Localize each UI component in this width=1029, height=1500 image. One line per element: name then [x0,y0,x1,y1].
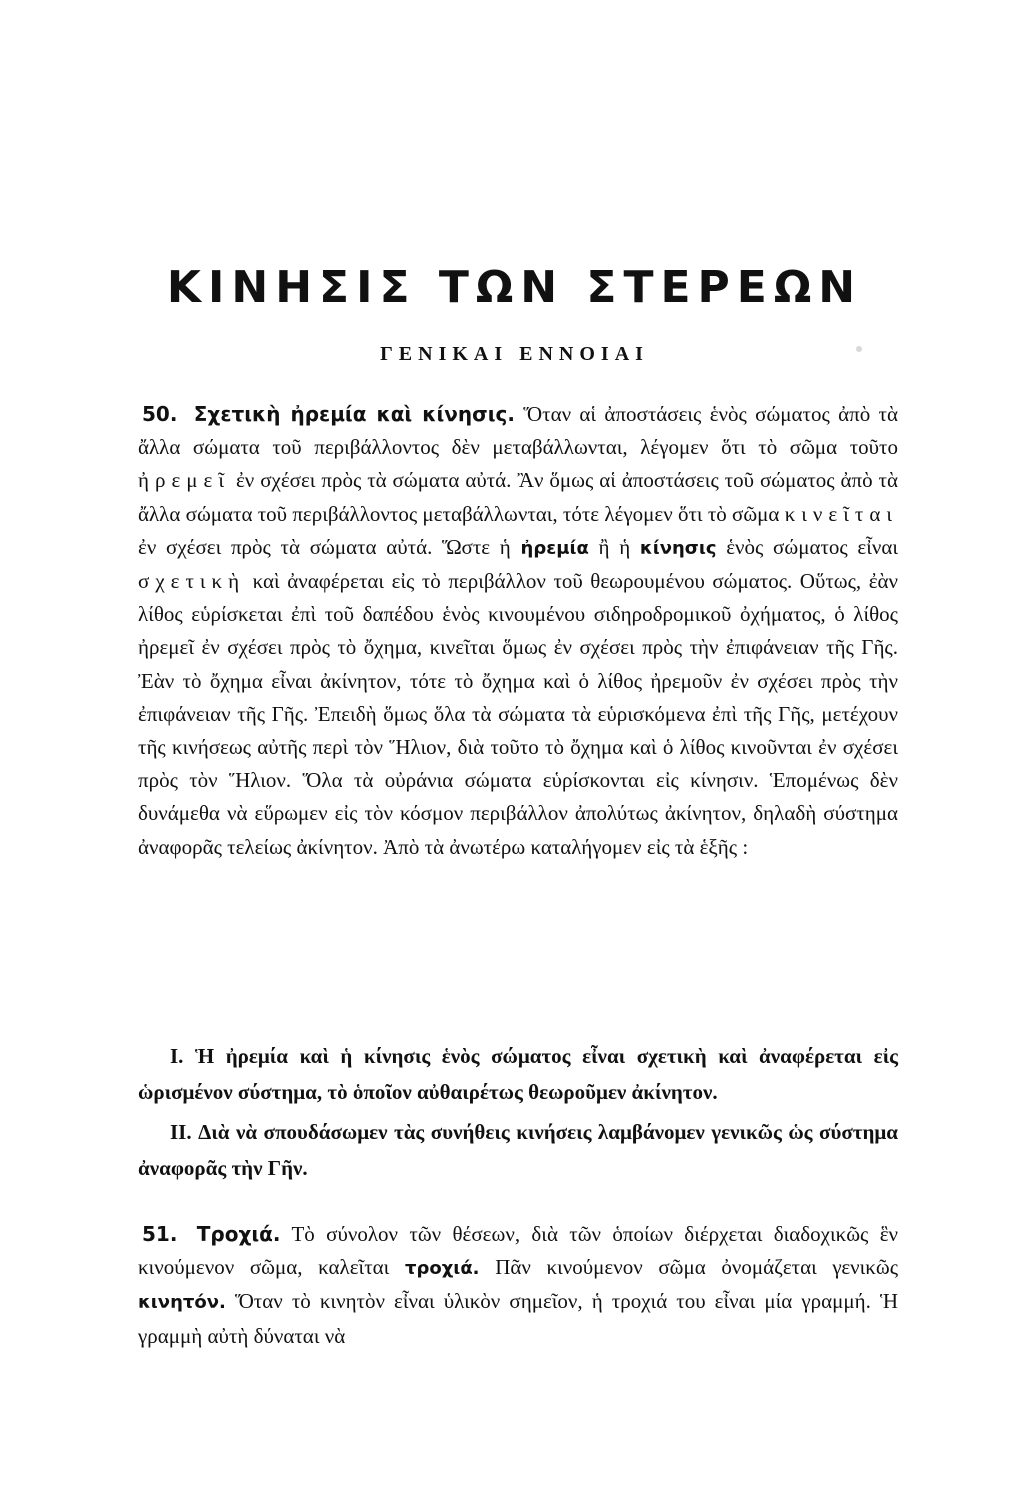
conclusion-item: II. Διὰ νὰ σπουδάσωμεν τὰς συνήθεις κινήσεις λαμβάνομεν γενικῶς ὡς σύστημα ἀναφορᾶς τὴν Γῆν. [138,1120,898,1180]
section-50-text-6: καὶ ἀναφέρεται εἰς τὸ περιβάλλον τοῦ θεωρουμένου σώματος. Οὕτως, ἐὰν λίθος εὑρίσκεται ἐπὶ τοῦ δαπέδου ἑνὸς κινουμένου σιδηροδρομικοῦ ὀχήματος, ὁ λίθος ἠρεμεῖ ἐν σχέσει πρὸς τὸ ὄχημα, κινεῖται ὅμως ἐν σχέσει πρὸς τὴν ἐπιφάνειαν τῆς Γῆς. Ἐὰν τὸ ὄχημα εἶναι ἀκίνητον, τότε τὸ ὄχημα καὶ ὁ λίθος ἠρεμοῦν ἐν σχέσει πρὸς τὴν ἐπιφάνειαν τῆς Γῆς. Ἐπειδὴ ὅμως ὅλα τὰ σώματα τὰ εὑρισκόμενα ἐπὶ τῆς Γῆς, μετέχουν τῆς κινήσεως αὐτῆς περὶ τὸν Ἥλιον, διὰ τοῦτο τὸ ὄχημα καὶ ὁ λίθος κινοῦνται ἐν σχέσει πρὸς τὸν Ἥλιον. Ὅλα τὰ οὐράνια σώματα εὑρίσκονται εἰς κίνησιν. Ἑπομένως δὲν δυνάμεθα νὰ εὕρωμεν εἰς τὸν κόσμον περιβάλλον ἀπολύτως ἀκίνητον, δηλαδὴ σύστημα ἀναφορᾶς τελείως ἀκίνητον. Ἀπὸ τὰ ἀνωτέρω καταλήγομεν εἰς τὰ ἑξῆς : [138,569,899,859]
section-51-number: 51. [142,1222,178,1246]
section-50-text-2: ἐν σχέσει πρὸς τὰ σώματα αὐτά. Ἂν ὅμως αἱ ἀποστάσεις τοῦ σώματος ἀπὸ τὰ ἄλλα σώματα τοῦ περιβάλλοντος μεταβάλλωνται, τότε λέγομεν ὅτι τὸ σῶμα [138,468,899,526]
section-50-bold-term-1: ἠρεμία [520,537,589,559]
chapter-subtitle: ΓΕΝΙΚΑΙ ΕΝΝΟΙΑΙ [380,343,649,365]
section-50-paragraph [138,398,898,864]
conclusion-item: I. Ἡ ἠρεμία καὶ ἡ κίνησις ἑνὸς σώματος εἶναι σχετικὴ καὶ ἀναφέρεται εἰς ὡρισμένον σύστημα, τὸ ὁποῖον αὐθαιρέτως θεωροῦμεν ἀκίνητον. [138,1044,898,1104]
scan-speck [856,346,862,352]
section-50-text-4: ἢ ἡ [598,534,631,559]
section-51-bold-term-2: κινητόν. [138,1292,226,1314]
section-51-heading: Τροχιά. [196,1222,281,1246]
section-51-text-3: Ὅταν τὸ κινητὸν εἶναι ὑλικὸν σημεῖον, ἡ τροχιά του εἶναι μία γραμμή. Ἡ γραμμὴ αὐτὴ δύναται νὰ [138,1289,899,1348]
section-50-bold-term-2: κίνησις [639,537,717,559]
section-51-text-1: Τὸ σύνολον τῶν θέσεων, διὰ τῶν ὁποίων διέρχεται διαδοχικῶς ἓν κινούμενον σῶμα, καλεῖται [138,1222,899,1280]
section-51-paragraph [138,1218,898,1353]
section-50-spaced-term-2: κινεῖται [784,501,898,526]
conclusions-list [138,1038,898,1190]
section-50-spaced-term-3: σχετικὴ [138,569,246,594]
section-50-text-5: ἑνὸς σώματος εἶναι [726,534,899,559]
section-50-heading: Σχετικὴ ἠρεμία καὶ κίνησις. [193,402,515,426]
section-51-bold-term-1: τροχιά. [404,1258,480,1280]
section-50-text-3: ἐν σχέσει πρὸς τὰ σώματα αὐτά. Ὥστε ἡ [138,534,511,559]
section-51 [138,1218,898,1353]
chapter-title: ΚΙΝΗΣΙΣ ΤΩΝ ΣΤΕΡΕΩΝ [166,262,863,313]
section-50-text-1: Ὅταν αἱ ἀποστάσεις ἑνὸς σώματος ἀπὸ τὰ ἄλλα σώματα τοῦ περιβάλλοντος δὲν μεταβάλλωνται, λέγομεν ὅτι τὸ σῶμα τοῦτο [138,402,899,460]
section-51-text-2: Πᾶν κινούμενον σῶμα ὀνομάζεται γενικῶς [495,1255,899,1280]
section-50-spaced-term-1: ἠρεμεῖ [138,468,231,493]
section-50 [138,398,898,864]
section-50-number: 50. [142,402,178,426]
